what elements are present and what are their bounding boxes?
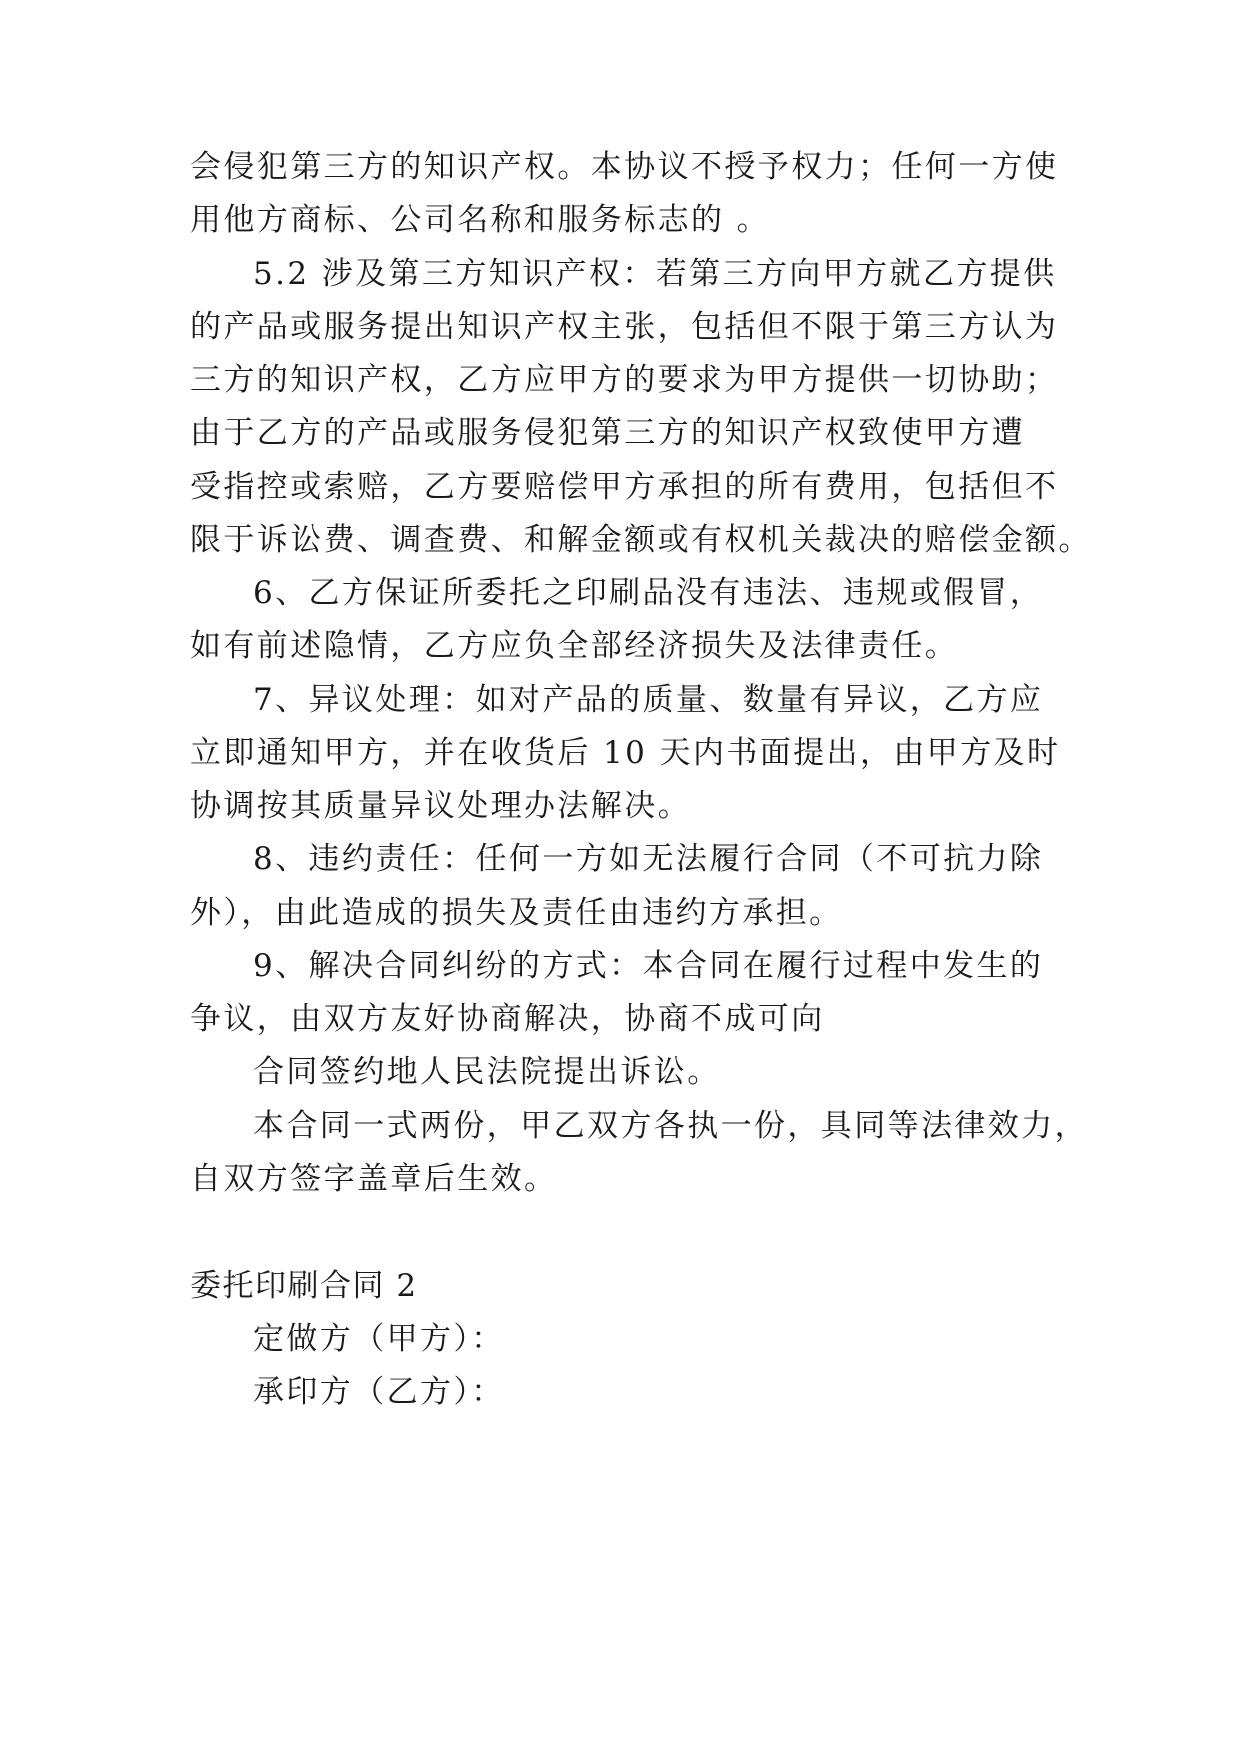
clause-6-start: 6、乙方保证所委托之印刷品没有违法、违规或假冒， (253, 575, 1044, 611)
section-title: 委托印刷合同 2 (190, 1268, 418, 1304)
clause-9-start: 9、解决合同纠纷的方式：本合同在履行过程中发生的 (253, 948, 1044, 984)
text-line: 自双方签字盖章后生效。 (190, 1161, 558, 1197)
text-line: 的产品或服务提出知识产权主张，包括但不限于第三方认为 (190, 309, 1059, 345)
party-b-label: 承印方（乙方）： (253, 1374, 505, 1410)
text-line: 外），由此造成的损失及责任由违约方承担。 (190, 895, 843, 931)
clause-7-start: 7、异议处理：如对产品的质量、数量有异议，乙方应 (253, 682, 1044, 718)
text-line: 三方的知识产权，乙方应甲方的要求为甲方提供一切协助； (190, 362, 1059, 398)
text-line: 限于诉讼费、调查费、和解金额或有权机关裁决的赔偿金额。 (190, 522, 1092, 558)
text-line: 争议，由双方友好协商解决，协商不成可向 (190, 1001, 825, 1037)
text-line: 受指控或索赔，乙方要赔偿甲方承担的所有费用，包括但不 (190, 469, 1059, 505)
clause-8-start: 8、违约责任：任何一方如无法履行合同（不可抗力除 (253, 841, 1044, 877)
clause-5-2-start: 5.2 涉及第三方知识产权：若第三方向甲方就乙方提供 (253, 256, 1057, 292)
text-line: 立即通知甲方，并在收货后 10 天内书面提出，由甲方及时 (190, 735, 1061, 771)
text-line: 如有前述隐情，乙方应负全部经济损失及法律责任。 (190, 628, 959, 664)
text-line: 协调按其质量异议处理办法解决。 (190, 788, 691, 824)
text-line: 会侵犯第三方的知识产权。本协议不授予权力；任何一方使 (190, 149, 1059, 185)
closing-paragraph-start: 本合同一式两份，甲乙双方各执一份，具同等法律效力， (253, 1108, 1088, 1144)
text-line: 用他方商标、公司名称和服务标志的 。 (190, 202, 771, 238)
party-a-label: 定做方（甲方）： (253, 1321, 505, 1357)
text-line: 由于乙方的产品或服务侵犯第三方的知识产权致使甲方遭 (190, 415, 1025, 451)
text-line: 合同签约地人民法院提出诉讼。 (253, 1054, 721, 1090)
